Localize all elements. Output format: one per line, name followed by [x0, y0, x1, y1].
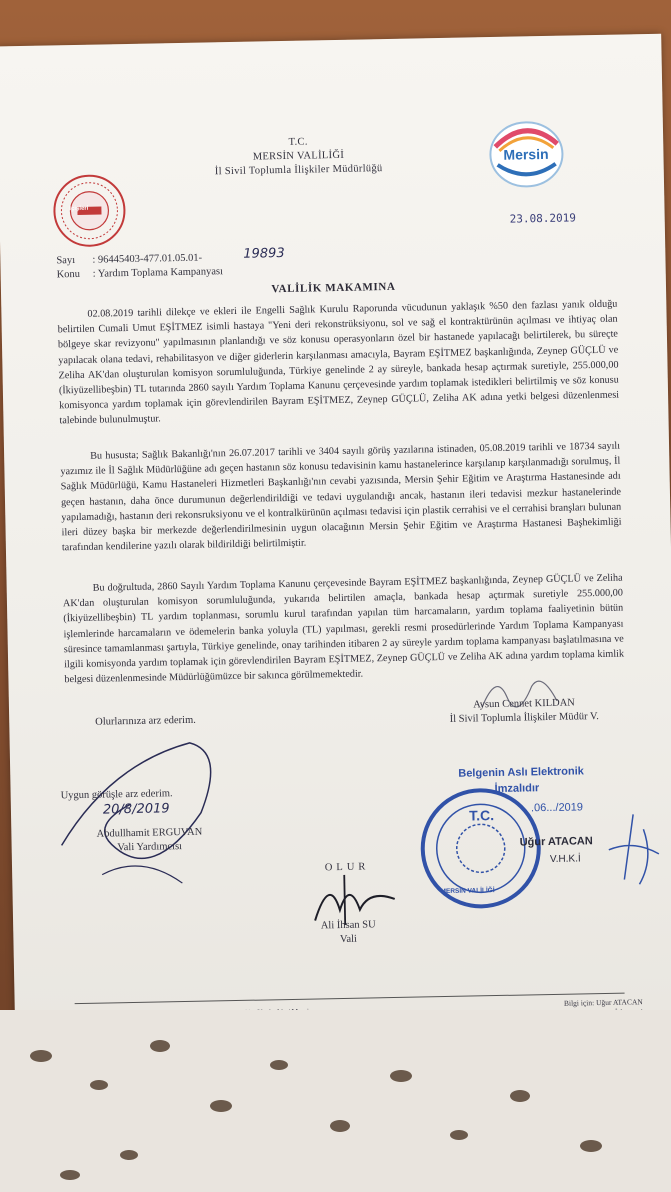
lace-hole: [30, 1050, 52, 1062]
document-page: [0, 34, 671, 1067]
document-date: 23.08.2019: [509, 211, 577, 226]
footer-info: Bilgi için: Uğur ATACAN: [563, 997, 643, 1008]
right-signer-name: Aysun Cennet KILDAN: [473, 697, 575, 711]
stamp-line-2: İmzalıdır: [494, 782, 540, 796]
sayi-handwritten: 19893: [243, 245, 285, 262]
lace-hole: [580, 1140, 602, 1152]
lace-hole: [60, 1170, 80, 1180]
lace-hole: [210, 1100, 232, 1112]
paragraph-text: Bu doğrultuda, 2860 Sayılı Yardım Toplama Kanunu çerçevesinde Bayram EŞİTMEZ başkanlığında, Zeynep GÜÇLÜ ve Zeliha AK'dan oluşturulan komisyon sorumluluğunda, yukarıda belirtilen amaçla, bankada hesap açtırmak suretiyle 255.000,00 (İkiyüzellibeşbin) TL yardım toplanması, sorumlu kurul tarafından yapılan tüm harcamaların, yardım toplama faaliyetinin bütün işlemlerinde harcamaların ve ödemelerin banka yoluyla (TL) yapılması, gerekli resmi prosedürlerinde Yardım Toplama Kampanyası süresince tamamlanması şartıyla, Türkiye genelinde, onay tarihinden itibaren 2 ay süreyle yardım toplama kampanyası başlatılmasına ve ilgili komisyonda yardım toplamak için görevlendirilen Bayram EŞİTMEZ, Zeynep GÜÇLÜ ve Zeliha AK adına yardım toplama kimlik belgesi düzenlenmesinde Müdürlüğümüzce bir sakınca görülmemektedir.: [62, 572, 625, 686]
lace-hole: [450, 1130, 468, 1140]
document-title: VALİLİK MAKAMINA: [271, 280, 396, 296]
closing-line: Olurlarınıza arz ederim.: [95, 714, 196, 728]
right-signer-title: İl Sivil Toplumla İlişkiler Müdür V.: [449, 711, 599, 725]
lace-hole: [510, 1090, 530, 1102]
stamp-line-1: Belgenin Aslı Elektronik: [458, 765, 584, 780]
lace-hole: [90, 1080, 108, 1090]
body-paragraph-1: [57, 297, 619, 429]
ministry-seal-icon: [51, 172, 128, 249]
lace-hole: [120, 1150, 138, 1160]
paragraph-text: 02.08.2019 tarihli dilekçe ve ekleri ile Engelli Sağlık Kurulu Raporunda vücudunun yaklaşık %50 den fazlası yanık olduğu belirtilen Cumali Umut EŞİTMEZ isimli hastaya "Yeni deri rekonstrüksiyonu, sol ve sağ el kontraktürünün açılması ve ihtiyaç olan bölgeye skar revizyonu'' yapılmasının planlandığı ve söz konusu operasyonların özel bir hastanede yapılacağı belirtilerek, bu süreçte yapılacak olana tedavi, rehabilitasyon ve diğer giderlerin karşılanması amacıyla, Bayram EŞİTMEZ başkanlığında, Zeynep GÜÇLÜ ve Zeliha AK'dan oluşturulan komisyon sorumluluğunda, Türkiye genelinde 2 ay süreyle, bankada hesap açtırmak suretiyle, 255.000,00 (İkiyüzellibeşbin) TL tutarında 2860 sayılı Yardım Toplama Kanunu çerçevesinde yardım toplamak istedikleri belirtilmiş ve söz konusu komisyonca yardım toplamak için görevlendirilen Bayram EŞİTMEZ, Zeynep GÜÇLÜ, Zeliha AK adına yetki belgesi düzenlenmesi talebinde bulunulmuştur.: [57, 298, 620, 427]
lace-cloth: [0, 1010, 671, 1192]
sayi-label: Sayı: [56, 255, 76, 267]
left-signer-title: Vali Yardımcısı: [117, 841, 183, 854]
stamp-date: .06.../2019: [530, 801, 584, 815]
seal-ring-text: MERSİN VALİLİĞİ: [440, 887, 495, 896]
left-signer-name: Abdullhamit ERGUVAN: [96, 826, 203, 840]
governor-title: Vali: [339, 933, 358, 946]
seal-center-text: T.C.: [468, 807, 495, 824]
olur-text: OLUR: [324, 861, 370, 874]
left-handwritten-date: 20/8/2019: [102, 801, 170, 818]
sayi-value: : 96445403-477.01.05.01-: [92, 252, 203, 266]
governor-name: Ali İhsan SU: [320, 919, 376, 932]
stamp-signature-icon: [603, 809, 665, 890]
konu-value: : Yardım Toplama Kampanyası: [92, 266, 224, 280]
stamp-title: V.H.K.İ: [549, 853, 581, 865]
org-line-3: İl Sivil Toplumla İlişkiler Müdürlüğü: [214, 163, 383, 178]
body-paragraph-2: [60, 439, 622, 556]
logo-text: Mersin: [503, 145, 549, 163]
lace-hole: [270, 1060, 288, 1070]
lace-hole: [390, 1070, 412, 1082]
seal-text: İçişleri: [69, 205, 89, 213]
lace-hole: [330, 1120, 350, 1132]
org-line-2: MERSİN VALİLİĞİ: [252, 149, 345, 163]
konu-label: Konu: [56, 268, 81, 281]
lace-hole: [150, 1040, 170, 1052]
left-approval-text: Uygun görüşle arz ederim.: [60, 788, 173, 802]
org-line-1: T.C.: [288, 136, 308, 148]
paragraph-text: Bu hususta; Sağlık Bakanlığı'nın 26.07.2017 tarihli ve 3404 sayılı görüş yazılarına istinaden, 05.08.2019 tarihli ve 18734 sayılı yazımız ile İl Sağlık Müdürlüğüne adı geçen hastanın söz konusu tedavisinin kamu hastanelerince karşılanıp karşılanmadığı sorulmuş, İl Sağlık Müdürlüğü, Kamu Hastaneleri Hizmetleri Başkanlığı'nın cevabi yazısında, Mersin Şehir Eğitim ve Araştırma Hastanesinde adı geçen hastanın, daha önce durumunun değerlendirildiği ve tedavi uygulandığı ancak, hastanın ileri tedavisi mezkur hastanelerinde yapılamadığı, hastanın deri rekonsruksiyonu ve el kontralkürünün açılması tedavisi için plastik cerrahisi ve el cerrahisi branşları bulunan ileri düzey başka bir merkezde değerlendirilmesinin uygun olacağının Mersin Şehir Eğitim ve Araştırma Hastanesi Başhekimliği tarafından kendilerine yazılı olarak bildirildiği belirtilmiştir.: [60, 440, 622, 554]
stamp-name: Uğur ATACAN: [519, 835, 593, 849]
